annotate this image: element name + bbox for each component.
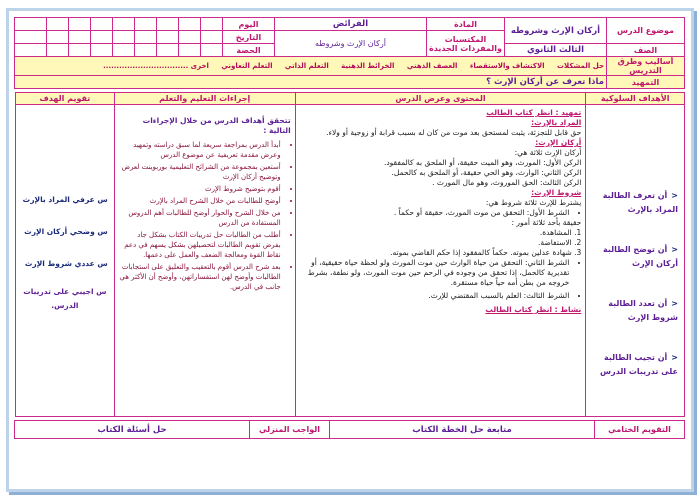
homework-label: الواجب المنزلي <box>250 421 330 439</box>
pillars-title: أركان الإرث: <box>535 138 582 147</box>
activity-title: نشاط : انظر كتاب الطالب <box>485 305 582 314</box>
objective-item <box>590 189 678 217</box>
objective-text: أن تعدد الطالبة شروط الإرث <box>608 299 678 322</box>
subject-value: الفرائض <box>275 18 427 31</box>
procedure-item: • أبدأ الدرس بمراجعة سريعة لما سبق دراسته وتمهيد وعرض مقدمة تعريفية عن موضوع الدرس <box>119 140 281 160</box>
date-label: التاريخ <box>223 31 275 44</box>
objective-text: أن تعرف الطالبة المراد بالإرث <box>602 191 678 214</box>
methods-list <box>15 57 607 76</box>
date-cell <box>201 31 223 44</box>
day-cell <box>15 18 47 31</box>
objectives-cell <box>586 105 685 417</box>
method-item: اخرى ................................ <box>103 62 209 70</box>
vocab-value: أركان الإرث وشروطه <box>275 31 427 57</box>
condition-1: • الشرط الأول: التحقق من موت المورث، حقيقة أو حكماً . <box>300 208 570 218</box>
definition-text: حق قابل للتجزئة، يثبت لمستحق بعد موت من كان له بسبب قرابة أو زوجية أو ولاء. <box>326 128 582 137</box>
topic-label: موضوع الدرس <box>607 18 685 44</box>
period-cell <box>157 44 179 57</box>
procedure-item: • أطلب من الطالبات حل تدريبات الكتاب بشكل جاد بفرض تقويم الطالبات لتحصيلهن بشكل يسهم في دعم نقاط القوة ومعالجة الضعف والعمل على دعمها. <box>119 230 281 260</box>
conditions-intro: يشترط للإرث ثلاثة شروط هي: <box>485 198 582 207</box>
arrow-icon: < <box>671 299 678 308</box>
method-item: الخرائط الذهنية <box>341 62 395 70</box>
day-cell <box>113 18 135 31</box>
vocab-label: المكتسبات والمفردات الجديدة <box>427 31 505 57</box>
date-cell <box>47 31 69 44</box>
date-cell <box>69 31 91 44</box>
class-value: الثالث الثانوي <box>505 44 607 57</box>
day-cell <box>69 18 91 31</box>
definition-title: المراد بالإرث: <box>531 118 582 127</box>
evaluation-question: س عرفي المراد بالإرث <box>22 195 108 204</box>
procedure-item: • أستعين بمجموعة من الشرائح التعليمية بوربوينت لعرض وتوضيح أركان الإرث <box>119 162 281 182</box>
topic-value: أركان الإرث وشروطه <box>505 18 607 44</box>
main-table <box>15 92 685 417</box>
procedures-header: إجراءات التعليم والتعلم <box>114 93 295 105</box>
day-label: اليوم <box>223 18 275 31</box>
pillar-3: الركن الثالث: الحق الموروث، وهو مال المورث . <box>432 178 582 187</box>
condition-3: • الشرط الثالث: العلم بالسبب المقتضي للإرث. <box>300 291 570 301</box>
conditions-list <box>300 258 582 301</box>
period-cell <box>47 44 69 57</box>
evaluation-question: س اجيبي على تدريبات الدرس. <box>23 287 107 310</box>
day-cell <box>135 18 157 31</box>
period-cell <box>91 44 113 57</box>
class-label: الصف <box>607 44 685 57</box>
day-cell <box>157 18 179 31</box>
period-cell <box>69 44 91 57</box>
header-table <box>14 17 685 89</box>
condition-1-item: 2. الاستفاضة. <box>537 238 582 247</box>
objective-item <box>590 297 678 325</box>
final-eval-value: متابعة حل الخطة الكتاب <box>330 421 595 439</box>
date-cell <box>113 31 135 44</box>
day-cell <box>201 18 223 31</box>
arrow-icon: < <box>671 245 678 254</box>
period-label: الحصة <box>223 44 275 57</box>
date-cell <box>91 31 113 44</box>
objective-item <box>590 243 678 271</box>
homework-value: حل أسئلة الكتاب <box>15 421 250 439</box>
condition-2: • الشرط الثاني: التحقق من حياة الوارث حين موت المورث ولو لحظة حياة حقيقية، أو تقديرية كالحمل، إذا تحقق من وجوده في الرحم حين موت المورث، ولو نطفة، بشرط خروجه من بطن أمه حياً حياة مستقرة. <box>300 258 570 288</box>
objective-text: أن تجيب الطالبة على تدريبات الدرس <box>600 353 678 376</box>
footer-table <box>14 420 685 439</box>
arrow-icon: < <box>671 353 678 362</box>
procedure-item: • أقوم بتوضيح شروط الإرث <box>119 184 281 194</box>
procedures-list <box>119 140 291 292</box>
content-cell <box>295 105 586 417</box>
period-cell <box>201 44 223 57</box>
evaluation-question: س عددي شروط الإرث <box>24 259 108 268</box>
pillar-1: الركن الأول: المورث، وهو الميت حقيقة، أو الملحق به كالمفقود. <box>383 158 582 167</box>
procedure-item: • بعد شرح الدرس أقوم بالتعقيب والتعليق على استجابات الطالبات وأوضح لهن استفساراتهن، وأوضح أن الأكثر هي جانب في الدرس. <box>119 262 281 292</box>
conditions-list <box>300 208 582 218</box>
intro-label: التمهيد <box>607 76 685 89</box>
objectives-header: الأهداف السلوكية <box>586 93 685 105</box>
methods-label: أساليب وطرق التدريس <box>607 57 685 76</box>
procedure-item: • أوضح للطالبات من خلال الشرح المراد بالإرث <box>119 196 281 206</box>
date-cell <box>179 31 201 44</box>
period-cell <box>179 44 201 57</box>
method-item: التعلم الذاتي <box>284 62 329 70</box>
method-item: العصف الذهني <box>406 62 458 70</box>
period-cell <box>15 44 47 57</box>
objective-item <box>590 351 678 379</box>
evaluation-cell <box>16 105 115 417</box>
date-cell <box>135 31 157 44</box>
pillar-2: الركن الثاني: الوارث، وهو الحي حقيقة، أو الملحق به كالحمل. <box>391 168 582 177</box>
day-cell <box>179 18 201 31</box>
condition-1-item: 1. المشاهدة. <box>539 228 582 237</box>
procedures-cell <box>114 105 295 417</box>
day-cell <box>91 18 113 31</box>
objective-text: أن توضح الطالبة أركان الإرث <box>602 245 678 268</box>
day-cell <box>47 18 69 31</box>
pillars-intro: أركان الإرث ثلاثة هي: <box>514 148 582 157</box>
intro-value: ماذا تعرف عن أركان الإرث ؟ <box>15 76 607 89</box>
content-header: المحتوى وعرض الدرس <box>295 93 586 105</box>
page-frame <box>6 8 694 492</box>
condition-1-item: 3. شهادة عدلين بموته. حكماً كالمفقود إذا حكم القاضي بموته. <box>390 248 582 257</box>
period-cell <box>113 44 135 57</box>
lesson-plan-sheet <box>15 17 685 483</box>
subject-label: المادة <box>427 18 505 31</box>
procedure-item: • من خلال الشرح والحوار أوضح للطالبات أهم الدروس المستفادة من الدرس <box>119 208 281 228</box>
date-cell <box>157 31 179 44</box>
period-cell <box>135 44 157 57</box>
condition-1-sub: حقيقة بأحد ثلاثة أمور : <box>511 218 582 227</box>
method-item: الاكتشاف والاستقصاء <box>469 62 545 70</box>
method-item: التعلم التعاوني <box>221 62 273 70</box>
intro-title: تمهيد : انظر كتاب الطالب <box>486 108 582 117</box>
procedures-title: تتحقق أهداف الدرس من خلال الإجراءات التالية : <box>142 116 291 135</box>
method-item: حل المشكلات <box>557 62 604 70</box>
evaluation-header: تقويم الهدف <box>16 93 115 105</box>
final-eval-label: التقويم الختامي <box>595 421 685 439</box>
evaluation-question: س وضحي أركان الإرث <box>24 227 108 236</box>
date-cell <box>15 31 47 44</box>
conditions-title: شروط الإرث: <box>531 188 582 197</box>
arrow-icon: < <box>671 191 678 200</box>
